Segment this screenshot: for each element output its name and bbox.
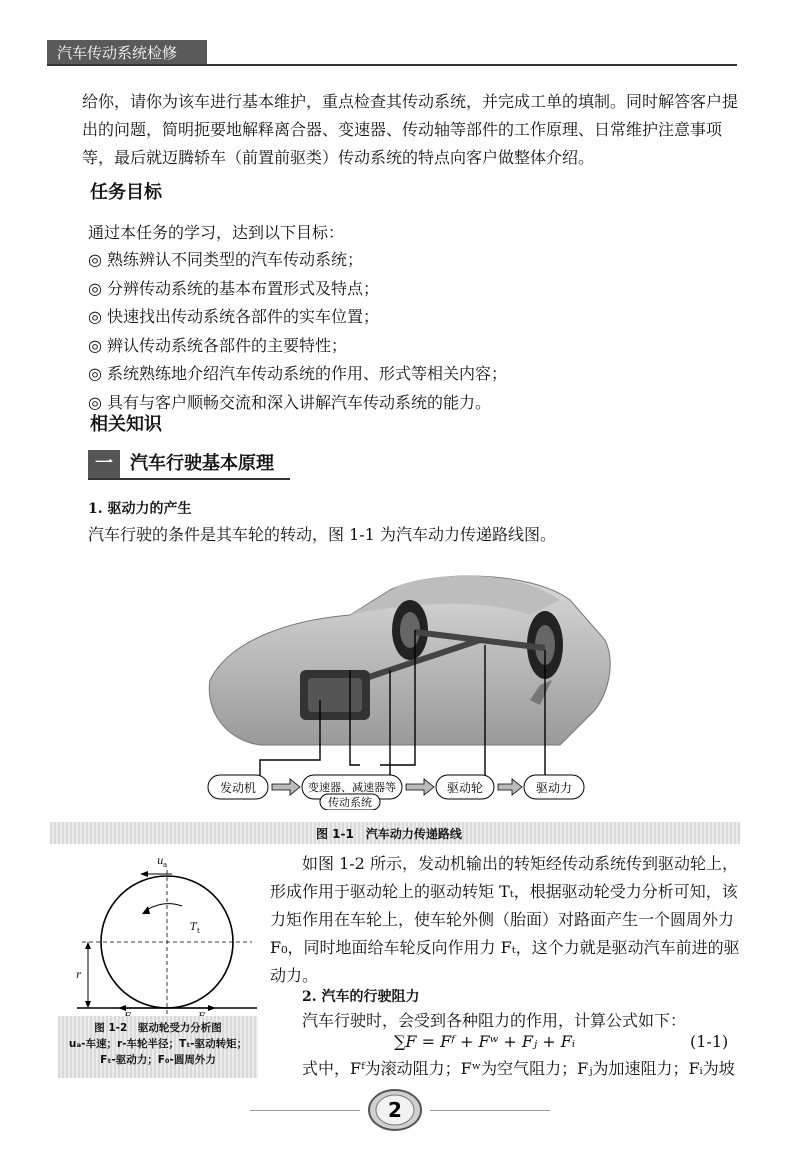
goal-item: ◎ 辨认传动系统各部件的主要特性；: [88, 335, 348, 355]
resistance-subtitle: 2. 汽车的行驶阻力: [302, 989, 420, 1005]
section-number: 一: [88, 450, 120, 478]
goal-item: ◎ 分辨传动系统的基本布置形式及特点；: [88, 278, 380, 298]
figure2-caption-line2: uₐ-车速；r-车轮半径；Tₜ-驱动转矩；: [68, 1038, 248, 1050]
goal-item: ◎ 快速找出传动系统各部件的实车位置；: [88, 307, 380, 326]
goal-item: ◎ 熟练辨认不同类型的汽车传动系统；: [88, 250, 364, 269]
task-goals-heading: 任务目标: [90, 182, 162, 203]
page-number-badge: [365, 1084, 425, 1132]
section-title: 汽车行驶基本原理: [130, 453, 274, 474]
task-goals-list: [88, 246, 507, 417]
goal-item: ◎ 系统熟练地介绍汽车传动系统的作用、形式等相关内容；: [88, 364, 508, 383]
resistance-formula: ∑F = Fᶠ + Fʷ + Fⱼ + Fᵢ: [394, 1032, 576, 1051]
car-drivetrain-figure: [200, 560, 620, 810]
figure1-caption: 图 1-1 汽车动力传递路线: [316, 827, 462, 841]
header-rule: [47, 64, 737, 66]
task-goals-intro: 通过本任务的学习，达到以下目标：: [88, 223, 345, 242]
svg-text:r: r: [76, 970, 81, 981]
resistance-paragraph: 汽车行驶时，会受到各种阻力的作用，计算公式如下：: [302, 1011, 687, 1030]
formula-explanation: 式中，Fᶠ为滚动阻力；Fʷ为空气阻力；Fⱼ为加速阻力；Fᵢ为坡: [302, 1059, 735, 1078]
wheel-force-figure: [62, 850, 262, 1020]
figure2-caption-line3: Fₜ-驱动力；F₀-圆周外力: [100, 1054, 216, 1066]
footer-rule-left: [250, 1110, 360, 1111]
section-heading: [88, 450, 290, 478]
figure2-caption: [58, 1016, 258, 1078]
page-footer: [250, 1082, 550, 1132]
subsection-title: 1. 驱动力的产生: [88, 501, 192, 517]
svg-text:t: t: [197, 927, 200, 935]
label-engine: 发动机: [219, 781, 257, 795]
intro-paragraph: 给你，请你为该车进行基本维护，重点检查其传动系统，并完成工单的填制。同时解答客户提出的问题，简明扼要地解释离合器、变速器、传动轴等部件的工作原理、日常维护注意事项等，最后就迈腾轿车（前置前驱类）传动系统的特点向客户做整体介绍。: [82, 92, 739, 167]
svg-text:u: u: [157, 856, 164, 867]
figure2-caption-title: 图 1-2 驱动轮受力分析图: [94, 1022, 222, 1034]
svg-text:a: a: [163, 861, 168, 869]
page-number: 2: [388, 1098, 402, 1122]
force-paragraph: 如图 1-2 所示，发动机输出的转矩经传动系统传到驱动轮上，形成作用于驱动轮上的驱动转矩 Tₜ，根据驱动轮受力分析可知，该力矩作用在车轮上，使车轮外侧（胎面）对路面产生一个圆周外力 F₀，同时地面给车轮反向作用力 Fₜ，这个力就是驱动汽车前进的驱动力。: [270, 854, 740, 985]
svg-text:T: T: [190, 922, 197, 933]
section-rule: [88, 478, 290, 480]
equation-number: (1-1): [690, 1032, 729, 1051]
footer-rule-right: [430, 1110, 550, 1111]
goal-item: ◎ 具有与客户顺畅交流和深入讲解汽车传动系统的能力。: [88, 392, 492, 412]
knowledge-heading: 相关知识: [90, 414, 162, 435]
label-trans: 变速器、减速器等: [308, 781, 396, 794]
subsection-paragraph: 汽车行驶的条件是其车轮的转动，图 1-1 为汽车动力传递路线图。: [88, 525, 556, 544]
label-drivetrain: 传动系统: [328, 796, 372, 809]
label-wheel: 驱动轮: [446, 781, 484, 795]
book-title-tab: 汽车传动系统检修: [47, 40, 207, 66]
label-force: 驱动力: [535, 781, 573, 795]
